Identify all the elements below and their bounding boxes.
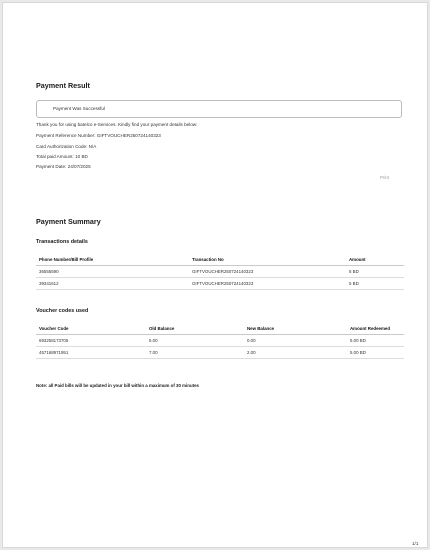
phone-number-cell: 39341612 <box>39 281 59 286</box>
payment-date: Payment Date: 24/07/2025 <box>36 164 91 169</box>
total-paid-amount: Total paid Amount: 10 BD <box>36 154 88 159</box>
voucher-code-cell: 457168971951 <box>39 350 69 355</box>
transactions-details-title: Transactions details <box>36 239 88 245</box>
table-row <box>36 266 404 278</box>
transactions-table <box>36 253 404 290</box>
column-header: Transaction No <box>192 256 224 262</box>
old-balance-cell: 5.00 <box>149 338 158 343</box>
payment-summary-title: Payment Summary <box>36 217 101 226</box>
print-link[interactable]: Print <box>380 175 390 180</box>
amount-cell: 5 BD <box>349 281 359 286</box>
card-authorization-code: Card Authorization Code: N/A <box>36 144 97 149</box>
vouchers-table <box>36 322 404 359</box>
update-note: Note: all Paid bills will be updated in your bill within a maximum of 30 minutes <box>36 383 199 388</box>
transaction-no-cell: GIFTVOUCHER250724140323 <box>192 269 254 274</box>
payment-reference-number: Payment Reference Number: GIFTVOUCHER250724140323 <box>36 133 161 138</box>
amount-redeemed-cell: 5.00 BD <box>350 338 366 343</box>
transactions-header-row <box>36 253 404 266</box>
amount-redeemed-cell: 5.00 BD <box>350 350 366 355</box>
amount-cell: 5 BD <box>349 269 359 274</box>
payment-result-title: Payment Result <box>36 81 90 90</box>
table-row <box>36 335 404 347</box>
success-alert <box>36 100 402 118</box>
column-header: New Balance <box>247 325 275 331</box>
success-alert-message: Payment Was Successful <box>53 106 105 111</box>
column-header: Amount <box>349 256 366 262</box>
table-row <box>36 278 404 290</box>
column-header: Voucher Code <box>39 325 69 331</box>
old-balance-cell: 7.00 <box>149 350 158 355</box>
transaction-no-cell: GIFTVOUCHER250724140323 <box>192 281 254 286</box>
new-balance-cell: 2.00 <box>247 350 256 355</box>
phone-number-cell: 36555590 <box>39 269 59 274</box>
table-row <box>36 347 404 359</box>
vouchers-header-row <box>36 322 404 335</box>
column-header: Phone Number/Bill Profile <box>39 256 94 262</box>
page-number: 1/1 <box>412 541 419 546</box>
voucher-code-cell: 693258173705 <box>39 338 69 343</box>
document-page <box>2 2 428 548</box>
new-balance-cell: 0.00 <box>247 338 256 343</box>
column-header: Amount Redeemed <box>350 325 391 331</box>
voucher-codes-title: Voucher codes used <box>36 308 89 314</box>
intro-text: Thank you for using batelco e-Services. Kindly find your payment details below: <box>36 122 198 127</box>
column-header: Old Balance <box>149 325 175 331</box>
